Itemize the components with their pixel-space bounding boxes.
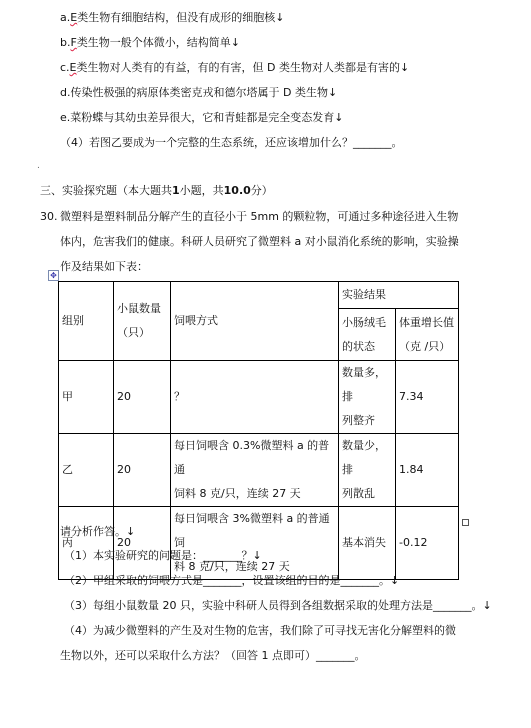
cell-feeding: 每日饲喂含 3%微塑料 a 的普通饲 料 8 克/只，连续 27 天 [171, 507, 339, 580]
cell-feeding: ？ [171, 361, 339, 434]
table-resize-handle[interactable] [462, 519, 469, 526]
header-weight: 体重增长值 （克 /只） [396, 309, 459, 361]
sub-question-4: （4）为减少微塑料的产生及对生物的危害，我们除了可寻找无害化分解塑料的微 [64, 624, 456, 637]
sub-question-2: （2）甲组采取的饲喂方式是_______，设置该组的目的是_______。↓ [64, 574, 400, 587]
option-d: d.传染性极强的病原体类密克戎和德尔塔属于 D 类生物↓ [60, 86, 338, 99]
cell-weight: -0.12 [396, 507, 459, 580]
analysis-prompt: 请分析作答。↓ [60, 525, 136, 538]
table-row [59, 361, 459, 434]
q30-line-2: 体内，危害我们的健康。科研人员研究了微塑料 a 对小鼠消化系统的影响，实验操 [60, 235, 459, 248]
q30-line-3: 作及结果如下表： [60, 260, 148, 273]
option-e: e.菜粉蝶与其幼虫差异很大，它和青蛙都是完全变态发育↓ [60, 111, 344, 124]
option-a: a.E类生物有细胞结构，但没有成形的细胞核↓ [60, 11, 285, 24]
cell-weight: 1.84 [396, 434, 459, 507]
paragraph-mark: . [37, 161, 40, 171]
cell-group: 丙 [59, 507, 114, 580]
section-heading: 三、实验探究题（本大题共1小题，共10.0分） [40, 184, 273, 197]
q30-number: 30. [40, 210, 58, 223]
cell-count: 20 [114, 361, 171, 434]
cell-count: 20 [114, 434, 171, 507]
option-b: b.F类生物一般个体微小，结构简单↓ [60, 36, 241, 49]
sub-question-3: （3）每组小鼠数量 20 只，实验中科研人员得到各组数据采取的处理方法是_______。↓ [64, 599, 492, 612]
table-row [59, 507, 459, 580]
cell-villi: 数量多，排 列整齐 [339, 361, 396, 434]
cell-weight: 7.34 [396, 361, 459, 434]
sub-question-1: （1）本实验研究的问题是：_______？↓ [64, 549, 262, 562]
sub-question-4-cont: 生物以外，还可以采取什么方法？（回答 1 点即可）_______。 [60, 649, 366, 662]
table-move-handle-icon[interactable]: ✥ [48, 270, 59, 281]
option-c: c.E类生物对人类有的有益，有的有害，但 D 类生物对人类都是有害的↓ [60, 61, 410, 74]
q30-line-1: 微塑料是塑料制品分解产生的直径小于 5mm 的颗粒物，可通过多种途径进入生物 [60, 210, 459, 223]
cell-feeding: 每日饲喂含 0.3%微塑料 a 的普通 饲料 8 克/只，连续 27 天 [171, 434, 339, 507]
question-4-previous: （4）若图乙要成为一个完整的生态系统，还应该增加什么？_______。 [60, 136, 403, 149]
cell-group: 乙 [59, 434, 114, 507]
header-feeding: 饲喂方式 [171, 282, 339, 361]
cell-villi: 基本消失 [339, 507, 396, 580]
cell-group: 甲 [59, 361, 114, 434]
header-group: 组别 [59, 282, 114, 361]
header-villi: 小肠绒毛 的状态 [339, 309, 396, 361]
cell-villi: 数量少，排 列散乱 [339, 434, 396, 507]
cell-count: 20 [114, 507, 171, 580]
header-results: 实验结果 [339, 282, 459, 309]
table-row [59, 434, 459, 507]
header-count: 小鼠数量 （只） [114, 282, 171, 361]
